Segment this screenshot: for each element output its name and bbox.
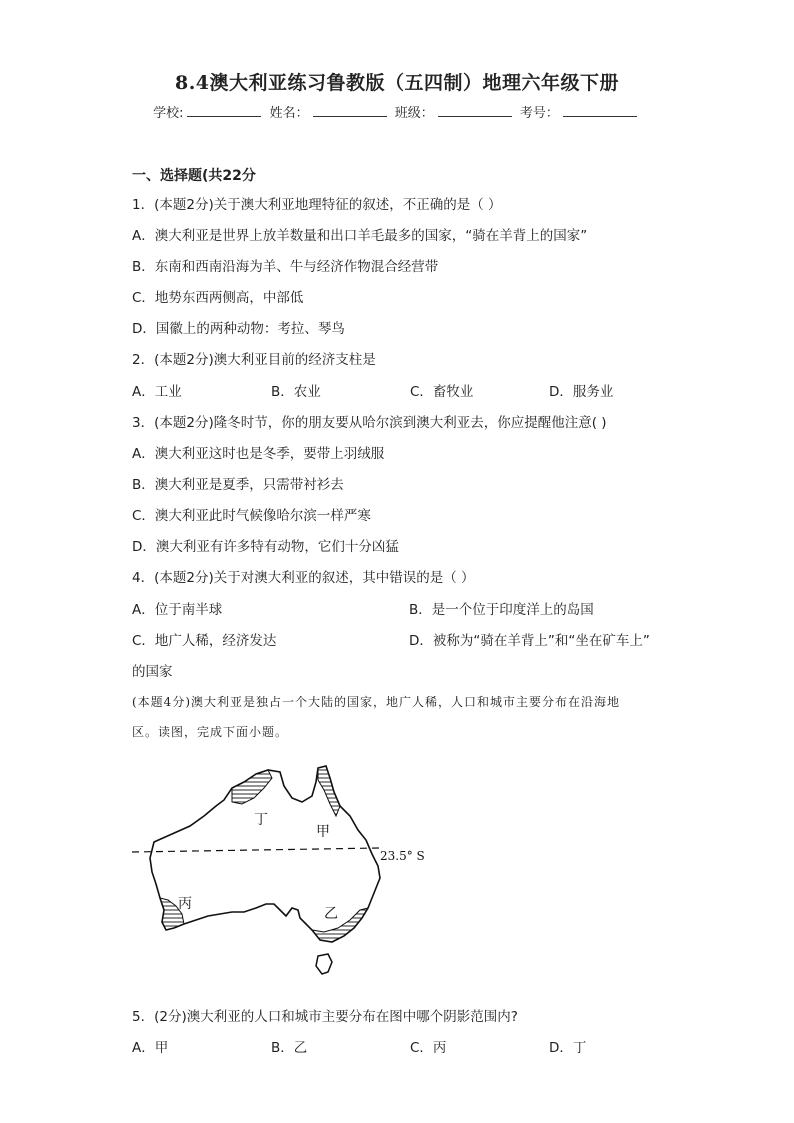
q4-option-d-continuation: 的国家	[132, 664, 173, 680]
q5-option-d[interactable]: D．丁	[549, 1040, 587, 1056]
label-jia: 甲	[316, 824, 330, 840]
q1-option-d[interactable]: D．国徽上的两种动物：考拉、琴鸟	[132, 321, 345, 337]
q3-option-c[interactable]: C．澳大利亚此时气候像哈尔滨一样严寒	[132, 508, 371, 524]
australia-map	[132, 760, 432, 985]
label-latitude: 23.5° S	[380, 849, 425, 863]
q3-option-a[interactable]: A．澳大利亚这时也是冬季，要带上羽绒服	[132, 446, 385, 462]
q5-option-c[interactable]: C．丙	[410, 1040, 447, 1056]
label-bing: 丙	[178, 896, 192, 912]
q2-option-c[interactable]: C．畜牧业	[410, 384, 474, 400]
q4-option-a[interactable]: A．位于南半球	[132, 602, 223, 618]
q4-option-c[interactable]: C．地广人稀，经济发达	[132, 633, 277, 649]
q1-option-a[interactable]: A．澳大利亚是世界上放羊数量和出口羊毛最多的国家，“骑在羊背上的国家”	[132, 228, 588, 244]
name-label: 姓名：	[269, 106, 309, 121]
class-field[interactable]	[438, 104, 512, 117]
q5-option-a[interactable]: A．甲	[132, 1040, 169, 1056]
q2-option-b[interactable]: B．农业	[271, 384, 321, 400]
q3-option-d[interactable]: D．澳大利亚有许多特有动物，它们十分凶猛	[132, 539, 399, 555]
group-intro-line-2: 区。读图，完成下面小题。	[132, 725, 289, 739]
exam-number-field[interactable]	[563, 104, 637, 117]
name-field[interactable]	[313, 104, 387, 117]
q4-stem: 4．(本题2分)关于对澳大利亚的叙述，其中错误的是（ ）	[132, 570, 475, 586]
label-yi: 乙	[324, 906, 338, 922]
q3-option-b[interactable]: B．澳大利亚是夏季，只需带衬衫去	[132, 477, 344, 493]
page-title: 8.4澳大利亚练习鲁教版（五四制）地理六年级下册	[174, 72, 620, 94]
school-label: 学校:	[153, 106, 184, 121]
australia-outline	[150, 766, 380, 942]
group-intro	[132, 687, 662, 747]
section-title: 一、选择题(共22分	[132, 168, 256, 184]
label-ding: 丁	[254, 812, 268, 828]
q2-option-a[interactable]: A．工业	[132, 384, 182, 400]
q4-option-d[interactable]: D．被称为“骑在羊背上”和“坐在矿车上”	[409, 633, 650, 649]
school-field[interactable]	[187, 104, 261, 117]
q1-option-c[interactable]: C．地势东西两侧高，中部低	[132, 290, 304, 306]
class-label: 班级：	[394, 106, 434, 121]
q1-option-b[interactable]: B．东南和西南沿海为羊、牛与经济作物混合经营带	[132, 259, 439, 275]
q1-stem: 1．(本题2分)关于澳大利亚地理特征的叙述，不正确的是（ ）	[132, 197, 502, 213]
student-info-row	[0, 102, 794, 121]
q5-stem: 5．(2分)澳大利亚的人口和城市主要分布在图中哪个阴影范围内?	[132, 1009, 518, 1025]
q4-option-b[interactable]: B．是一个位于印度洋上的岛国	[409, 602, 594, 618]
group-intro-line-1: (本题4分)澳大利亚是独占一个大陆的国家，地广人稀，人口和城市主要分布在沿海地	[132, 695, 621, 709]
tasmania-outline	[316, 954, 332, 974]
exam-number-label: 考号：	[519, 106, 559, 121]
q2-stem: 2．(本题2分)澳大利亚目前的经济支柱是	[132, 352, 376, 368]
q2-option-d[interactable]: D．服务业	[549, 384, 614, 400]
q3-stem: 3．(本题2分)隆冬时节，你的朋友要从哈尔滨到澳大利亚去，你应提醒他注意( )	[132, 415, 607, 431]
q5-option-b[interactable]: B．乙	[271, 1040, 308, 1056]
